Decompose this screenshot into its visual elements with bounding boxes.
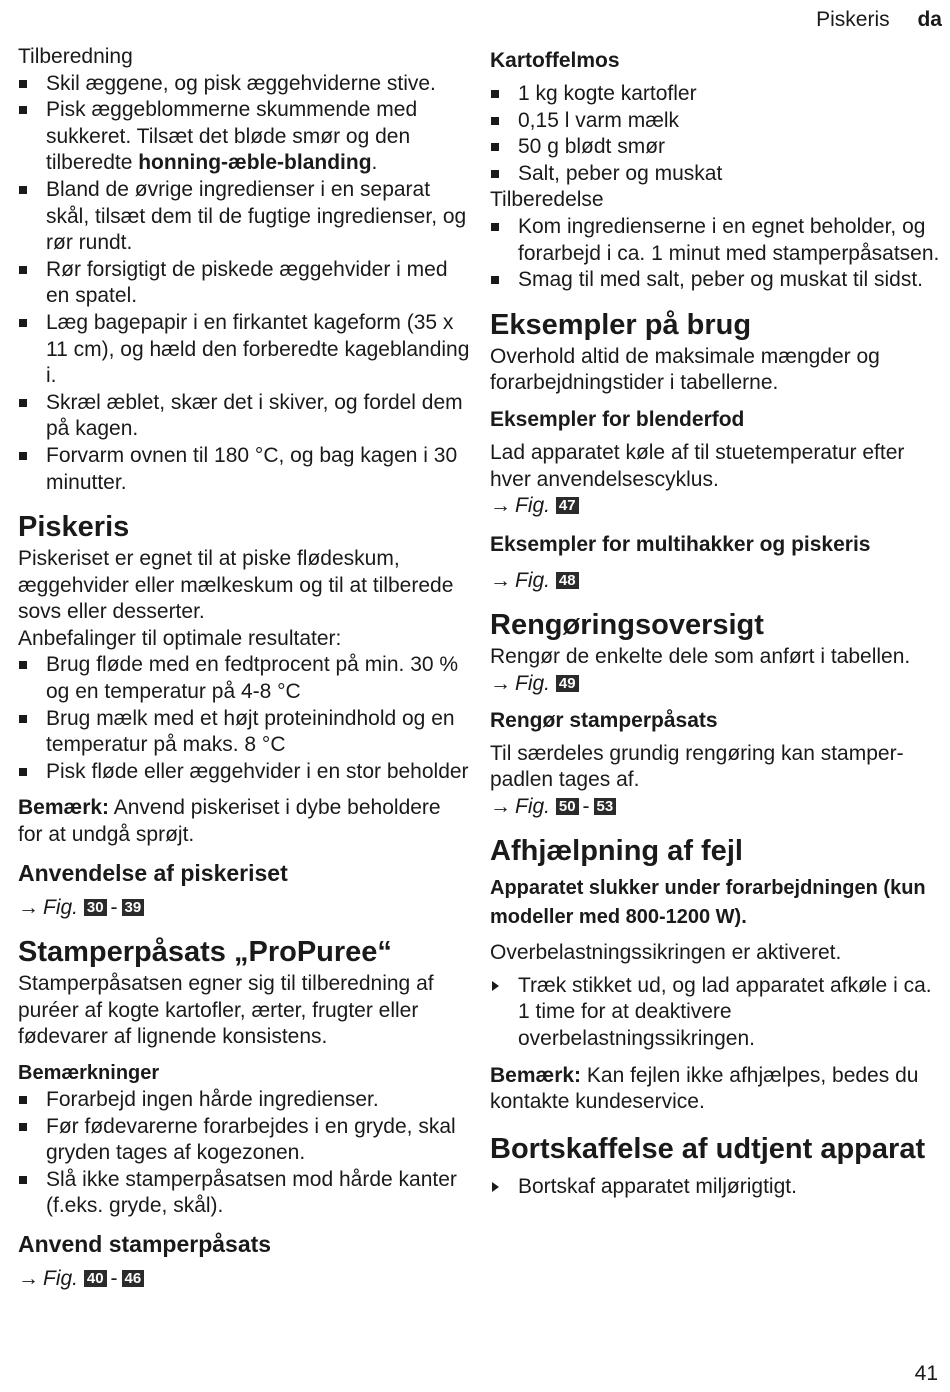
examples-intro: Overhold altid de maksimale mængder og forarbejdningstider i tabellerne.	[490, 344, 880, 395]
blender-text: Lad apparatet køle af til stuetemperatur efter hver anvendelsescyklus.	[490, 440, 905, 491]
figure-badge: 49	[556, 675, 579, 692]
left-column	[18, 44, 470, 1293]
mash-ingredients	[490, 81, 942, 187]
list-item: 1 kg kogte kartofler	[490, 81, 942, 108]
remarks-title: Bemærkninger	[18, 1062, 160, 1084]
list-item: Smag til med salt, peber og muskat til sidst.	[490, 267, 942, 294]
arrow-icon: →	[18, 895, 39, 919]
prep-list	[18, 71, 470, 497]
figure-badge: 40	[84, 1270, 107, 1287]
fig-label: Fig.	[43, 1266, 79, 1290]
range-dash: -	[110, 1266, 118, 1290]
trouble-cause: Overbelastningssikringen er aktiveret.	[490, 941, 842, 965]
figure-reference	[490, 671, 942, 698]
list-item-text: Pisk æggeblommerne skummende med sukkeret. Tilsæt det bløde smør og den tilberedte	[46, 98, 418, 175]
note-text: Anvend piskeriset i dybe beholdere for at undgå sprøjt.	[18, 796, 441, 847]
header-section: Piskeris	[816, 8, 890, 31]
trouble-subtitle: Apparatet slukker under forarbejdningen (kun modeller med 800-1200 W).	[490, 877, 926, 929]
fig-label: Fig.	[43, 895, 79, 919]
clean-stamper-text: Til særdeles grundig rengøring kan stamper-padlen tages af.	[490, 741, 904, 792]
list-item: 0,15 l varm mælk	[490, 108, 942, 135]
figure-reference	[18, 895, 470, 922]
arrow-icon: →	[490, 794, 511, 818]
figure-reference	[18, 1266, 470, 1293]
figure-badge: 46	[122, 1270, 145, 1287]
list-item: Salt, peber og muskat	[490, 161, 942, 188]
subsection-title-use-whisk: Anvendelse af piskeriset	[18, 859, 288, 886]
fig-label: Fig.	[515, 568, 551, 592]
list-item: Træk stikket ud, og lad apparatet afkøle i ca. 1 time for at deaktivere overbelastningssikringen.	[490, 973, 942, 1053]
trouble-note	[490, 1063, 942, 1116]
figure-reference	[490, 794, 942, 821]
arrow-icon: →	[490, 568, 511, 592]
page-header	[816, 8, 942, 32]
list-item: Rør forsigtigt de piskede æggehvider i med en spatel.	[18, 257, 470, 310]
note-label: Bemærk:	[18, 796, 110, 820]
section-title-piskeris: Piskeris	[18, 511, 130, 544]
recipe-title-mash: Kartoffelmos	[490, 49, 620, 72]
arrow-icon: →	[490, 494, 511, 518]
section-title-cleaning: Rengøringsoversigt	[490, 609, 764, 642]
mash-prep-list	[490, 214, 942, 294]
trouble-steps	[490, 973, 942, 1053]
figure-badge: 30	[84, 899, 107, 916]
right-column	[490, 46, 942, 1200]
subsection-title-clean-stamper: Rengør stamperpåsats	[490, 708, 718, 732]
note-label: Bemærk:	[490, 1063, 582, 1087]
list-item-end: .	[371, 151, 378, 175]
stamper-intro: Stamperpåsatsen egner sig til tilberedning af puréer af kogte kartofler, ærter, frugter eller fødevarer af lignende konsistens.	[18, 972, 434, 1049]
section-title-examples: Eksempler på brug	[490, 308, 752, 341]
list-item: Læg bagepapir i en firkantet kageform (35 x 11 cm), og hæld den forberedte kageblanding i.	[18, 310, 470, 390]
list-item: Før fødevarerne forarbejdes i en gryde, skal gryden tages af kogezonen.	[18, 1114, 470, 1167]
piskeris-intro: Piskeriset er egnet til at piske flødeskum, æggehvider eller mælkeskum og til at tilberede sovs eller desserter.	[18, 547, 454, 624]
section-title-stamper: Stamperpåsats „ProPuree“	[18, 936, 392, 969]
bold-term: honning-æble-blanding	[138, 151, 372, 175]
fig-label: Fig.	[515, 671, 551, 695]
figure-badge: 47	[556, 497, 579, 514]
list-item: Slå ikke stamperpåsatsen mod hårde kanter (f.eks. gryde, skål).	[18, 1167, 470, 1220]
list-item: Forvarm ovnen til 180 °C, og bag kagen i 30 minutter.	[18, 443, 470, 496]
mash-prep-label: Tilberedelse	[490, 188, 604, 212]
note-text: Kan fejlen ikke afhjælpes, bedes du kontakte kundeservice.	[490, 1063, 919, 1114]
list-item: Brug fløde med en fedtprocent på min. 30 % og en temperatur på 4-8 °C	[18, 652, 470, 705]
list-item: Skræl æblet, skær det i skiver, og fordel dem på kagen.	[18, 390, 470, 443]
subsection-title-blender: Eksempler for blenderfod	[490, 407, 745, 431]
list-item: Bland de øvrige ingredienser i en separat skål, tilsæt dem til de fugtige ingredienser, og rør rundt.	[18, 177, 470, 257]
figure-badge: 39	[122, 899, 145, 916]
note	[18, 795, 470, 848]
fig-label: Fig.	[515, 494, 551, 518]
section-title-troubleshooting: Afhjælpning af fejl	[490, 835, 743, 868]
arrow-icon: →	[18, 1266, 39, 1290]
piskeris-list	[18, 652, 470, 785]
page-number: 41	[914, 1362, 938, 1385]
list-item: Kom ingredienserne i en egnet beholder, og forarbejd i ca. 1 minut med stamperpåsatsen.	[490, 214, 942, 267]
figure-badge: 50	[556, 798, 579, 815]
range-dash: -	[582, 794, 590, 818]
list-item	[18, 97, 470, 177]
range-dash: -	[110, 895, 118, 919]
list-item: Bortskaf apparatet miljørigtigt.	[490, 1174, 942, 1201]
list-item: Brug mælk med et højt proteinindhold og en temperatur på maks. 8 °C	[18, 706, 470, 759]
list-item: 50 g blødt smør	[490, 134, 942, 161]
cleaning-text: Rengør de enkelte dele som anført i tabellen.	[490, 645, 911, 669]
piskeris-recommendations: Anbefalinger til optimale resultater:	[18, 626, 342, 650]
disposal-steps	[490, 1174, 942, 1201]
figure-badge: 48	[556, 572, 579, 589]
fig-label: Fig.	[515, 794, 551, 818]
list-item: Pisk fløde eller æggehvider i en stor beholder	[18, 759, 470, 786]
prep-label: Tilberedning	[18, 45, 133, 68]
subsection-title-use-stamper: Anvend stamperpåsats	[18, 1230, 272, 1257]
figure-badge: 53	[594, 798, 617, 815]
list-item: Forarbejd ingen hårde ingredienser.	[18, 1087, 470, 1114]
arrow-icon: →	[490, 671, 511, 695]
figure-reference	[490, 493, 942, 520]
header-language: da	[917, 8, 942, 31]
section-title-disposal: Bortskaffelse af udtjent apparat	[490, 1132, 926, 1165]
figure-reference	[490, 568, 942, 595]
remarks-list	[18, 1087, 470, 1220]
list-item: Skil æggene, og pisk æggehviderne stive.	[18, 71, 470, 98]
subsection-title-chopper: Eksempler for multihakker og piskeris	[490, 532, 871, 556]
